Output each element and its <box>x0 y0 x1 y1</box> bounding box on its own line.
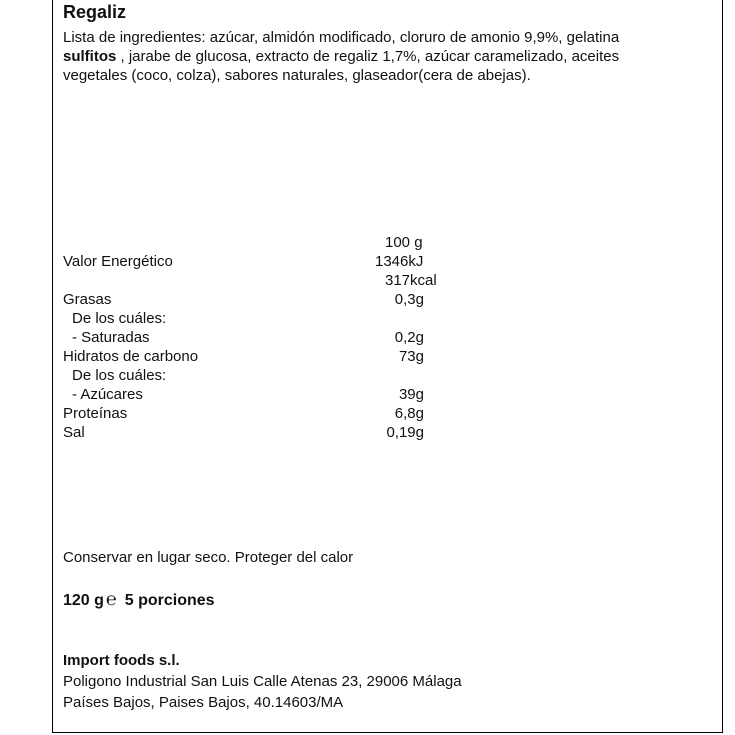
ingredients-text-start: Lista de ingredientes: azúcar, almidón modificado, cloruro de amonio 9,9%, gelatina <box>63 29 620 46</box>
saturated-label: - Saturadas <box>72 329 150 346</box>
estimated-sign-icon: ℮ <box>105 589 117 609</box>
nutrition-header: 100 g <box>385 234 423 251</box>
ingredients-text-end: , jarabe de glucosa, extracto de regaliz 1,7%, azúcar caramelizado, aceites vegetales (coco, colza), sabores naturales, glaseador(cera de abejas). <box>63 48 620 84</box>
saturated-value: 0,2g <box>394 329 424 346</box>
fat-value: 0,3g <box>394 291 424 308</box>
storage-instructions: Conservar en lugar seco. Proteger del calor <box>63 549 354 566</box>
protein-label: Proteínas <box>63 405 128 422</box>
sugars-label: - Azúcares <box>72 386 143 403</box>
fat-label: Grasas <box>63 291 112 308</box>
salt-value: 0,19g <box>386 424 424 441</box>
of-which-fat-label: De los cuáles: <box>72 310 167 327</box>
energy-kj-value: 1346kJ <box>375 253 424 270</box>
sugars-value: 39g <box>398 386 424 403</box>
of-which-carbs-label: De los cuáles: <box>72 367 167 384</box>
carbs-value: 73g <box>398 348 424 365</box>
company-address: Poligono Industrial San Luis Calle Atenas 23, 29006 Málaga <box>63 673 462 690</box>
ingredients-allergen: sulfitos <box>63 48 117 65</box>
net-weight: 120 g <box>63 592 104 609</box>
carbs-label: Hidratos de carbono <box>63 348 199 365</box>
protein-value: 6,8g <box>394 405 424 422</box>
salt-label: Sal <box>63 424 85 441</box>
portion-count: 5 porciones <box>124 592 215 609</box>
energy-kcal-value: 317kcal <box>385 272 437 289</box>
ingredients-list <box>63 28 623 85</box>
product-title: Regaliz <box>63 2 127 22</box>
net-quantity <box>63 591 215 610</box>
energy-label: Valor Energético <box>63 253 173 270</box>
company-name: Import foods s.l. <box>63 652 180 669</box>
company-origin: Países Bajos, Paises Bajos, 40.14603/MA <box>63 694 344 711</box>
